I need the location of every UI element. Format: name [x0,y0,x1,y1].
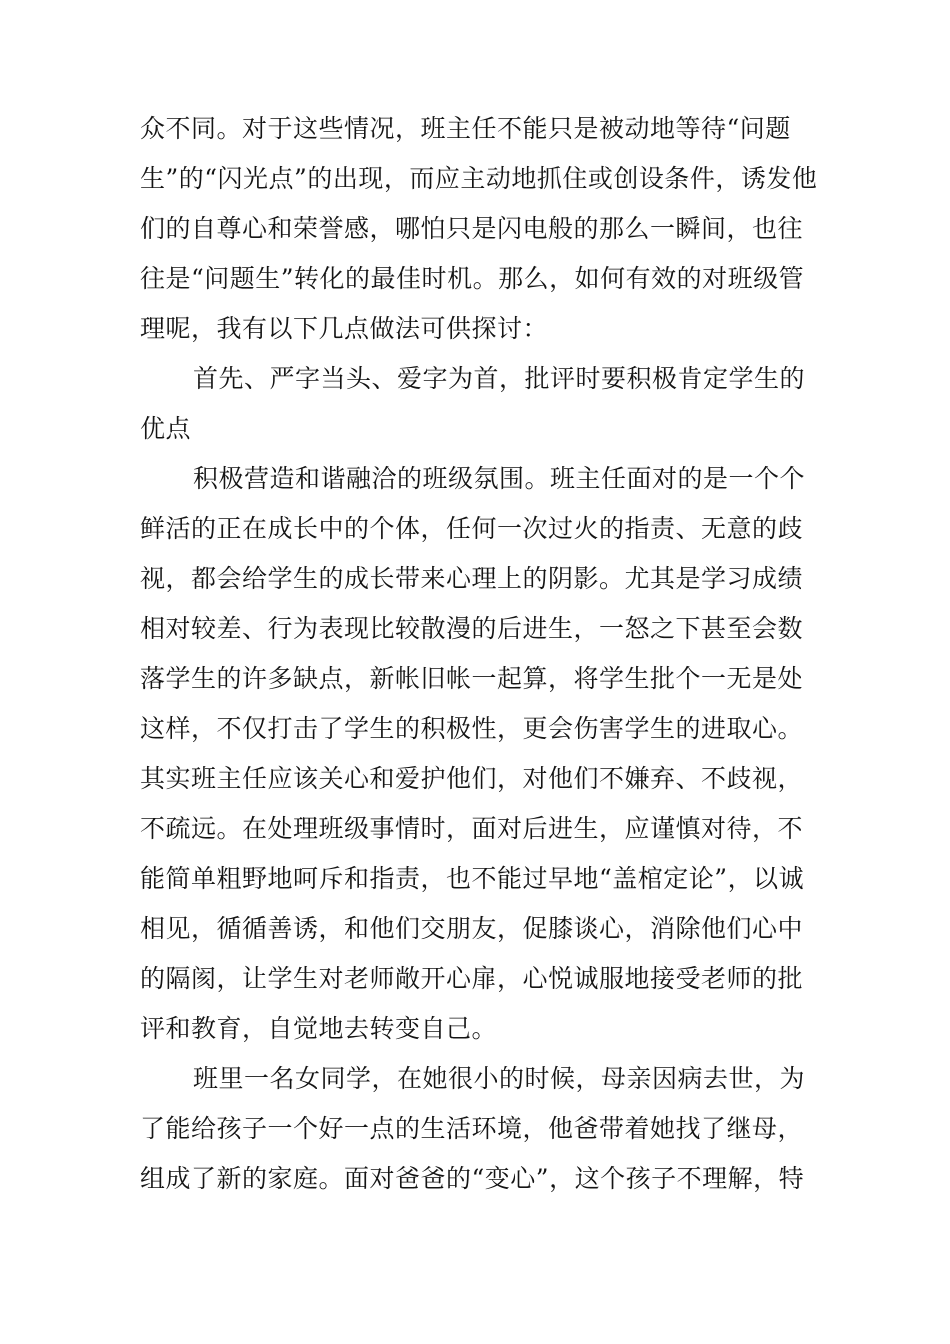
text-line: 了能给孩子一个好一点的生活环境，他爸带着她找了继母， [140,1114,804,1143]
text-line: 其实班主任应该关心和爱护他们，对他们不嫌弃、不歧视， [140,764,804,793]
text-line: 往是“问题生”转化的最佳时机。那么，如何有效的对班级管 [140,264,805,293]
text-line: 能简单粗野地呵斥和指责，也不能过早地“盖棺定论”，以诚 [140,864,805,893]
text-line: 生”的“闪光点”的出现，而应主动地抓住或创设条件，诱发他 [140,164,818,193]
text-line: 评和教育，自觉地去转变自己。 [140,1014,498,1043]
text-line: 这样，不仅打击了学生的积极性，更会伤害学生的进取心。 [140,714,804,743]
section-heading-line: 优点 [140,414,192,443]
text-line: 们的自尊心和荣誉感，哪怕只是闪电般的那么一瞬间，也往 [140,214,804,243]
text-line: 鲜活的正在成长中的个体，任何一次过火的指责、无意的歧 [140,514,804,543]
text-line: 积极营造和谐融洽的班级氛围。班主任面对的是一个个 [193,464,806,493]
section-heading-line: 首先、严字当头、爱字为首，批评时要积极肯定学生的 [193,364,806,393]
text-line: 的隔阂，让学生对老师敞开心扉，心悦诚服地接受老师的批 [140,964,804,993]
text-line: 不疏远。在处理班级事情时，面对后进生，应谨慎对待，不 [140,814,804,843]
text-line: 相对较差、行为表现比较散漫的后进生，一怒之下甚至会数 [140,614,804,643]
text-line: 理呢，我有以下几点做法可供探讨： [140,314,549,343]
text-line: 组成了新的家庭。面对爸爸的“变心”，这个孩子不理解，特 [140,1164,805,1193]
text-line: 班里一名女同学，在她很小的时候，母亲因病去世，为 [193,1064,806,1093]
text-line: 相见，循循善诱，和他们交朋友，促膝谈心，消除他们心中 [140,914,804,943]
text-line: 众不同。对于这些情况，班主任不能只是被动地等待“问题 [140,114,791,143]
text-line: 视，都会给学生的成长带来心理上的阴影。尤其是学习成绩 [140,564,804,593]
body-text [140,104,818,1204]
text-line: 落学生的许多缺点，新帐旧帐一起算，将学生批个一无是处 [140,664,804,693]
